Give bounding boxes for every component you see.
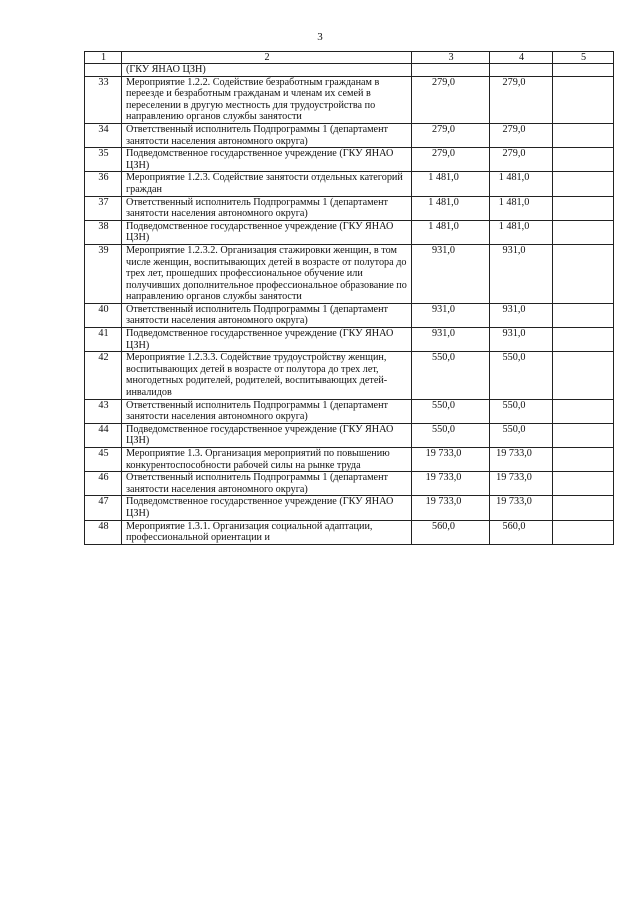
value-col4: 19 733,0 <box>490 448 553 472</box>
row-number: 47 <box>85 496 122 520</box>
value-col3: 931,0 <box>412 244 490 303</box>
row-number: 42 <box>85 352 122 399</box>
row-name: Мероприятие 1.2.3.2. Организация стажировки женщин, в том числе женщин, воспитывающих детей в возрасте от полутора до трех лет, прошедших профессиональное обучение или получивших дополнительное профессиональное образование по направлению органов службы занятости <box>122 244 412 303</box>
value-col5 <box>553 148 614 172</box>
row-number: 43 <box>85 399 122 423</box>
row-number: 37 <box>85 196 122 220</box>
row-name: Ответственный исполнитель Подпрограммы 1 (департамент занятости населения автономного округа) <box>122 399 412 423</box>
table-header-row <box>85 52 614 64</box>
row-number: 35 <box>85 148 122 172</box>
table-row <box>85 520 614 544</box>
value-col4: 931,0 <box>490 244 553 303</box>
row-name: Мероприятие 1.3.1. Организация социальной адаптации, профессиональной ориентации и <box>122 520 412 544</box>
column-header: 2 <box>122 52 412 64</box>
column-header: 5 <box>553 52 614 64</box>
row-number: 46 <box>85 472 122 496</box>
value-col5 <box>553 328 614 352</box>
table-row <box>85 172 614 196</box>
value-col3 <box>412 64 490 77</box>
row-number: 38 <box>85 220 122 244</box>
table-row <box>85 423 614 447</box>
row-number: 41 <box>85 328 122 352</box>
value-col5 <box>553 399 614 423</box>
value-col5 <box>553 123 614 147</box>
value-col5 <box>553 303 614 327</box>
row-name: Мероприятие 1.3. Организация мероприятий по повышению конкурентоспособности рабочей силы на рынке труда <box>122 448 412 472</box>
value-col4: 931,0 <box>490 303 553 327</box>
table-row <box>85 123 614 147</box>
row-number: 33 <box>85 76 122 123</box>
table-row <box>85 76 614 123</box>
table-row <box>85 352 614 399</box>
value-col4: 1 481,0 <box>490 220 553 244</box>
value-col4: 1 481,0 <box>490 196 553 220</box>
column-header: 4 <box>490 52 553 64</box>
row-name: Подведомственное государственное учреждение (ГКУ ЯНАО ЦЗН) <box>122 148 412 172</box>
table-row <box>85 220 614 244</box>
value-col3: 279,0 <box>412 76 490 123</box>
value-col5 <box>553 520 614 544</box>
value-col5 <box>553 220 614 244</box>
value-col3: 560,0 <box>412 520 490 544</box>
value-col4: 19 733,0 <box>490 472 553 496</box>
value-col5 <box>553 76 614 123</box>
row-name: Подведомственное государственное учреждение (ГКУ ЯНАО ЦЗН) <box>122 496 412 520</box>
row-number: 44 <box>85 423 122 447</box>
value-col3: 550,0 <box>412 352 490 399</box>
row-number: 34 <box>85 123 122 147</box>
value-col5 <box>553 244 614 303</box>
value-col4: 931,0 <box>490 328 553 352</box>
value-col5 <box>553 172 614 196</box>
row-number <box>85 64 122 77</box>
value-col3: 19 733,0 <box>412 472 490 496</box>
table-row <box>85 148 614 172</box>
table-row <box>85 448 614 472</box>
value-col4: 279,0 <box>490 76 553 123</box>
value-col3: 1 481,0 <box>412 220 490 244</box>
value-col5 <box>553 496 614 520</box>
value-col3: 550,0 <box>412 423 490 447</box>
row-name: Подведомственное государственное учреждение (ГКУ ЯНАО ЦЗН) <box>122 328 412 352</box>
row-number: 39 <box>85 244 122 303</box>
value-col4: 1 481,0 <box>490 172 553 196</box>
table-row <box>85 244 614 303</box>
table-body <box>85 64 614 545</box>
table-row <box>85 64 614 77</box>
value-col5 <box>553 352 614 399</box>
table-row <box>85 472 614 496</box>
row-name: Мероприятие 1.2.3.3. Содействие трудоустройству женщин, воспитывающих детей в возрасте от полутора до трех лет, многодетных родителей, родителей, воспитывающих детей-инвалидов <box>122 352 412 399</box>
value-col3: 931,0 <box>412 303 490 327</box>
value-col4: 550,0 <box>490 399 553 423</box>
value-col5 <box>553 472 614 496</box>
value-col3: 550,0 <box>412 399 490 423</box>
row-name: Мероприятие 1.2.2. Содействие безработным гражданам в переезде и безработным гражданам и членам их семей в переселении в другую местность для трудоустройства по направлению органов службы занятости <box>122 76 412 123</box>
value-col3: 279,0 <box>412 148 490 172</box>
table-row <box>85 496 614 520</box>
value-col3: 1 481,0 <box>412 172 490 196</box>
value-col3: 931,0 <box>412 328 490 352</box>
row-number: 40 <box>85 303 122 327</box>
value-col5 <box>553 448 614 472</box>
column-header: 3 <box>412 52 490 64</box>
row-number: 36 <box>85 172 122 196</box>
value-col5 <box>553 196 614 220</box>
table-row <box>85 196 614 220</box>
value-col3: 19 733,0 <box>412 496 490 520</box>
value-col5 <box>553 64 614 77</box>
value-col4: 550,0 <box>490 352 553 399</box>
value-col4: 279,0 <box>490 148 553 172</box>
value-col4: 19 733,0 <box>490 496 553 520</box>
budget-table <box>84 51 614 545</box>
row-name: Ответственный исполнитель Подпрограммы 1 (департамент занятости населения автономного округа) <box>122 472 412 496</box>
row-name: Ответственный исполнитель Подпрограммы 1 (департамент занятости населения автономного округа) <box>122 303 412 327</box>
row-number: 48 <box>85 520 122 544</box>
row-name: Мероприятие 1.2.3. Содействие занятости отдельных категорий граждан <box>122 172 412 196</box>
value-col4: 560,0 <box>490 520 553 544</box>
row-number: 45 <box>85 448 122 472</box>
row-name: (ГКУ ЯНАО ЦЗН) <box>122 64 412 77</box>
table-row <box>85 303 614 327</box>
row-name: Подведомственное государственное учреждение (ГКУ ЯНАО ЦЗН) <box>122 220 412 244</box>
row-name: Подведомственное государственное учреждение (ГКУ ЯНАО ЦЗН) <box>122 423 412 447</box>
table-row <box>85 399 614 423</box>
value-col5 <box>553 423 614 447</box>
value-col4: 550,0 <box>490 423 553 447</box>
value-col3: 19 733,0 <box>412 448 490 472</box>
table-row <box>85 328 614 352</box>
value-col3: 1 481,0 <box>412 196 490 220</box>
row-name: Ответственный исполнитель Подпрограммы 1 (департамент занятости населения автономного округа) <box>122 196 412 220</box>
column-header: 1 <box>85 52 122 64</box>
value-col4 <box>490 64 553 77</box>
page-number: 3 <box>317 31 323 43</box>
row-name: Ответственный исполнитель Подпрограммы 1 (департамент занятости населения автономного округа) <box>122 123 412 147</box>
value-col3: 279,0 <box>412 123 490 147</box>
value-col4: 279,0 <box>490 123 553 147</box>
